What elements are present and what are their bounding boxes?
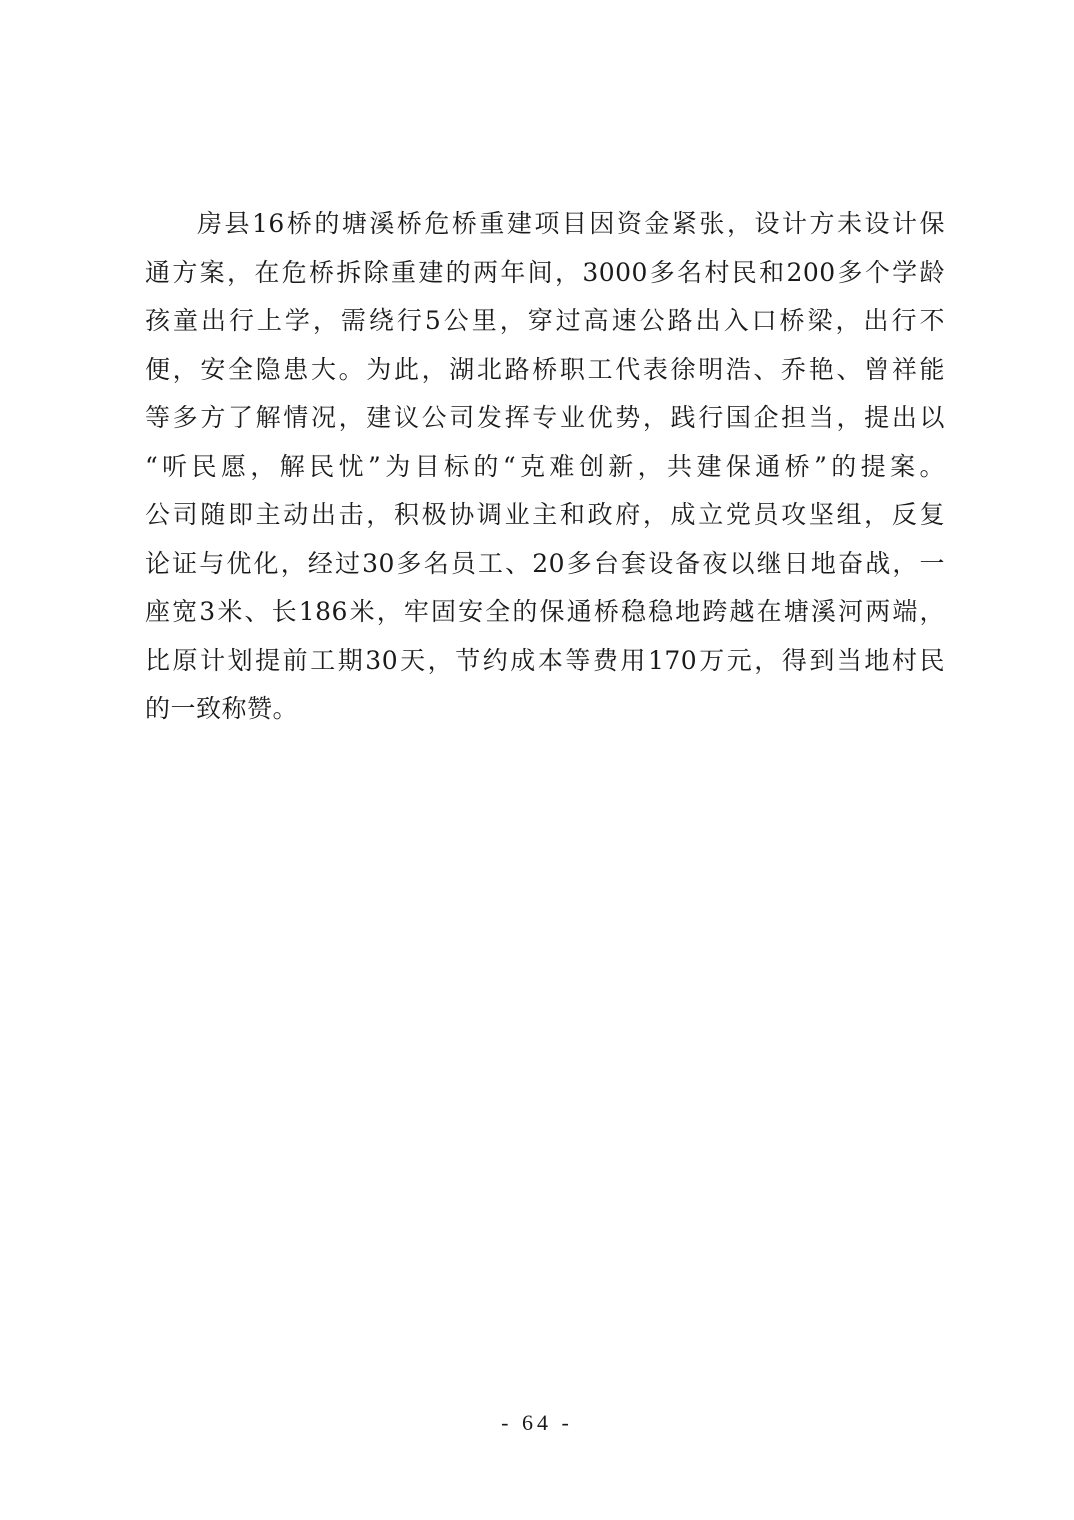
paragraph-line: 公司随即主动出击，积极协调业主和政府，成立党员攻坚组，反复 — [145, 500, 945, 529]
paragraph-line: 等多方了解情况，建议公司发挥专业优势，践行国企担当，提出以 — [145, 403, 945, 432]
body-paragraph — [145, 200, 945, 734]
paragraph-line: “听民愿，解民忧”为目标的“克难创新，共建保通桥”的提案。 — [145, 451, 945, 481]
paragraph-line: 通方案，在危桥拆除重建的两年间，3000多名村民和200多个学龄 — [145, 257, 945, 287]
paragraph-line: 便，安全隐患大。为此，湖北路桥职工代表徐明浩、乔艳、曾祥能 — [145, 354, 945, 384]
paragraph-line: 的一致称赞。 — [145, 694, 299, 723]
paragraph-line: 房县16桥的塘溪桥危桥重建项目因资金紧张，设计方未设计保 — [197, 209, 945, 238]
paragraph-line: 论证与优化，经过30多名员工、20多台套设备夜以继日地奋战，一 — [145, 548, 945, 578]
paragraph-line: 孩童出行上学，需绕行5公里，穿过高速公路出入口桥梁，出行不 — [145, 306, 945, 335]
paragraph-line: 座宽3米、长186米，牢固安全的保通桥稳稳地跨越在塘溪河两端， — [145, 597, 945, 626]
paragraph-line: 比原计划提前工期30天，节约成本等费用170万元，得到当地村民 — [145, 645, 945, 675]
page-number: - 64 - — [501, 1410, 573, 1435]
